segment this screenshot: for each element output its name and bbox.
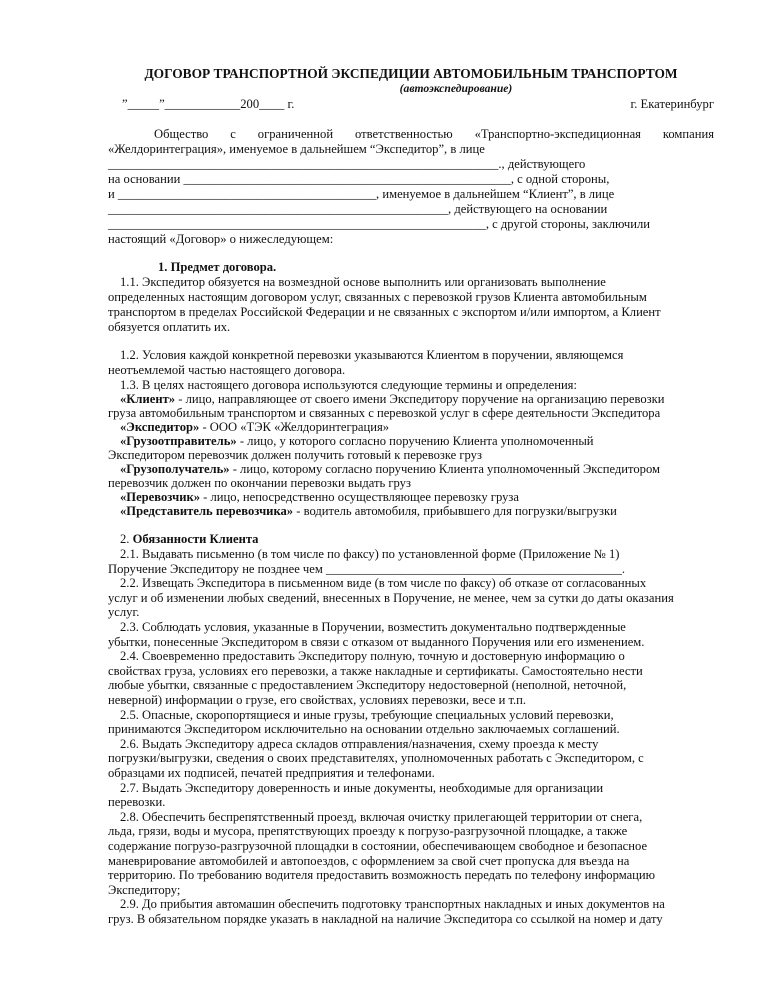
- paragraph-line: 2.6. Выдать Экспедитору адреса складов отправления/назначения, схему проезда к месту: [120, 736, 599, 751]
- preamble-line: на основании ____________________________________________________, с одной стороны,: [108, 172, 610, 186]
- term-carrier: «Перевозчик»: [120, 490, 201, 504]
- paragraph-line: груз. В обязательном порядке указать в накладной на наличие Экспедитора со ссылкой на номер и дату: [108, 912, 663, 926]
- paragraph-line: неверной) информации о грузе, его свойствах, условиях перевозки, весе и т.п.: [108, 693, 527, 707]
- term-definition: «Экспедитор» - ООО «ТЭК «Желдоринтеграция»: [120, 420, 390, 434]
- term-forwarder: «Экспедитор»: [120, 420, 200, 434]
- paragraph-line: услуг.: [108, 605, 140, 620]
- preamble-line: ______________________________________________________________., действующего: [108, 157, 586, 171]
- term-definition: «Перевозчик» - лицо, непосредственно осуществляющее перевозку груза: [120, 490, 519, 504]
- section-heading: 1. Предмет договора.: [158, 260, 277, 274]
- paragraph-line: 1.1. Экспедитор обязуется на возмездной основе выполнить или организовать выполнение: [120, 275, 606, 289]
- preamble-line: «Желдоринтеграция», именуемое в дальнейшем “Экспедитор”, в лице: [108, 142, 485, 156]
- paragraph-line: неотъемлемой частью настоящего договора.: [108, 363, 346, 377]
- paragraph-line: 2.9. До прибытия автомашин обеспечить подготовку транспортных накладных и иных документов на: [120, 897, 665, 912]
- paragraph-line: льда, грязи, воды и мусора, препятствующих проезду к погрузо-разгрузочной площадке, а также: [108, 824, 628, 839]
- paragraph-line: убытки, понесенные Экспедитором в связи с отказом от выданного Поручения или его изменением.: [108, 634, 645, 649]
- paragraph-line: содержание погрузо-разгрузочной площадки в состоянии, обеспечивающем свободное и безопасное: [108, 839, 648, 853]
- term-definition: «Грузоотправитель» - лицо, у которого согласно поручению Клиента уполномоченный: [120, 434, 594, 448]
- paragraph-line: 1.3. В целях настоящего договора используются следующие термины и определения:: [120, 378, 577, 392]
- paragraph-line: принимаются Экспедитором исключительно на основании отдельно заключаемых соглашений.: [108, 722, 620, 737]
- paragraph-line: услуг и об изменении любых сведений, внесенных в Поручение, не менее, чем за сутки до даты оказания: [108, 590, 674, 605]
- paragraph-line: 1.2. Условия каждой конкретной перевозки указываются Клиентом в поручении, являющемся: [120, 348, 624, 362]
- paragraph-line: территорию. По требованию водителя предоставить возможность передать по телефону информацию: [108, 868, 656, 883]
- paragraph-line: Поручение Экспедитору не позднее чем _______________________________________________.: [108, 561, 626, 576]
- paragraph-line: 2.4. Своевременно предоставить Экспедитору полную, точную и достоверную информацию о: [120, 649, 625, 664]
- paragraph-line: погрузки/выгрузки, сведения о своих представителях, уполномоченных работать с Экспедитором, с: [108, 751, 644, 766]
- preamble-line: ______________________________________________________, действующего на основании: [108, 202, 608, 216]
- preamble-line: и _________________________________________, именуемое в дальнейшем “Клиент”, в лице: [108, 187, 615, 201]
- paragraph-line: маневрирование автомобилей и автопоездов, с оформлением за свой счет пропуска для въезда на: [108, 853, 630, 868]
- paragraph-line: определенных настоящим договором услуг, связанных с перевозкой грузов Клиента автомобильным: [108, 290, 647, 304]
- date-line: ”_____”____________200____ г.: [122, 97, 295, 111]
- paragraph-line: перевозчик должен по окончании перевозки выдать груз: [108, 476, 411, 490]
- paragraph-line: 2.5. Опасные, скоропортящиеся и иные грузы, требующие специальных условий перевозки,: [120, 707, 614, 722]
- term-shipper: «Грузоотправитель»: [120, 434, 237, 448]
- preamble-line: ____________________________________________________________, с другой стороны, заключили: [108, 217, 651, 231]
- contract-subtitle: (автоэкспедирование): [399, 82, 513, 95]
- preamble-line: настоящий «Договор» о нижеследующем:: [108, 232, 334, 246]
- paragraph-line: Экспедитором перевозчик должен получить готовый к перевозке груз: [108, 448, 482, 462]
- paragraph-line: обязуется оплатить их.: [108, 320, 231, 334]
- term-definition: «Клиент» - лицо, направляющее от своего имени Экспедитору поручение на организацию перевозки: [120, 392, 665, 406]
- paragraph-line: свойствах груза, условиях его перевозки, а также накладные и сертификаты. Самостоятельно нести: [108, 663, 643, 678]
- paragraph-line: 2.3. Соблюдать условия, указанные в Поручении, возместить документально подтвержденные: [120, 620, 626, 634]
- paragraph-line: перевозки.: [108, 795, 166, 810]
- paragraph-line: Экспедитору;: [108, 882, 181, 897]
- preamble-line: Общество с ограниченной ответственностью «Транспортно-экспедиционная компания: [154, 127, 714, 141]
- paragraph-line: 2.1. Выдавать письменно (в том числе по факсу) по установленной форме (Приложение № 1): [120, 547, 620, 561]
- term-definition: «Представитель перевозчика» - водитель автомобиля, прибывшего для погрузки/выгрузки: [120, 504, 617, 518]
- paragraph-line: любые убытки, связанные с предоставлением Экспедитору недостоверной (неполной, неточной,: [108, 678, 627, 693]
- contract-title: ДОГОВОР ТРАНСПОРТНОЙ ЭКСПЕДИЦИИ АВТОМОБИЛЬНЫМ ТРАНСПОРТОМ: [144, 66, 678, 81]
- paragraph-line: 2.7. Выдать Экспедитору доверенность и иные документы, необходимые для организации: [120, 780, 604, 795]
- paragraph-line: 2.8. Обеспечить беспрепятственный проезд, включая очистку прилегающей территории от снега,: [120, 809, 643, 824]
- term-consignee: «Грузополучатель»: [120, 462, 230, 476]
- paragraph-line: образцами их подписей, печатей предприятия и телефонами.: [108, 766, 435, 780]
- paragraph-line: транспортом в пределах Российской Федерации и не связанных с экспортом и/или импортом, а Клиент: [108, 305, 661, 319]
- term-carrier-rep: «Представитель перевозчика»: [120, 504, 294, 518]
- paragraph-line: груза автомобильным транспортом и связанных с перевозкой услуг в сфере деятельности Экспедитора: [108, 406, 661, 420]
- section-heading: 2. Обязанности Клиента: [120, 532, 259, 546]
- term-definition: «Грузополучатель» - лицо, которому согласно поручению Клиента уполномоченный Экспедитором: [120, 462, 660, 476]
- paragraph-line: 2.2. Извещать Экспедитора в письменном виде (в том числе по факсу) об отказе от согласованных: [120, 576, 647, 591]
- city-name: г. Екатеринбург: [630, 97, 714, 111]
- term-client: «Клиент»: [120, 392, 176, 406]
